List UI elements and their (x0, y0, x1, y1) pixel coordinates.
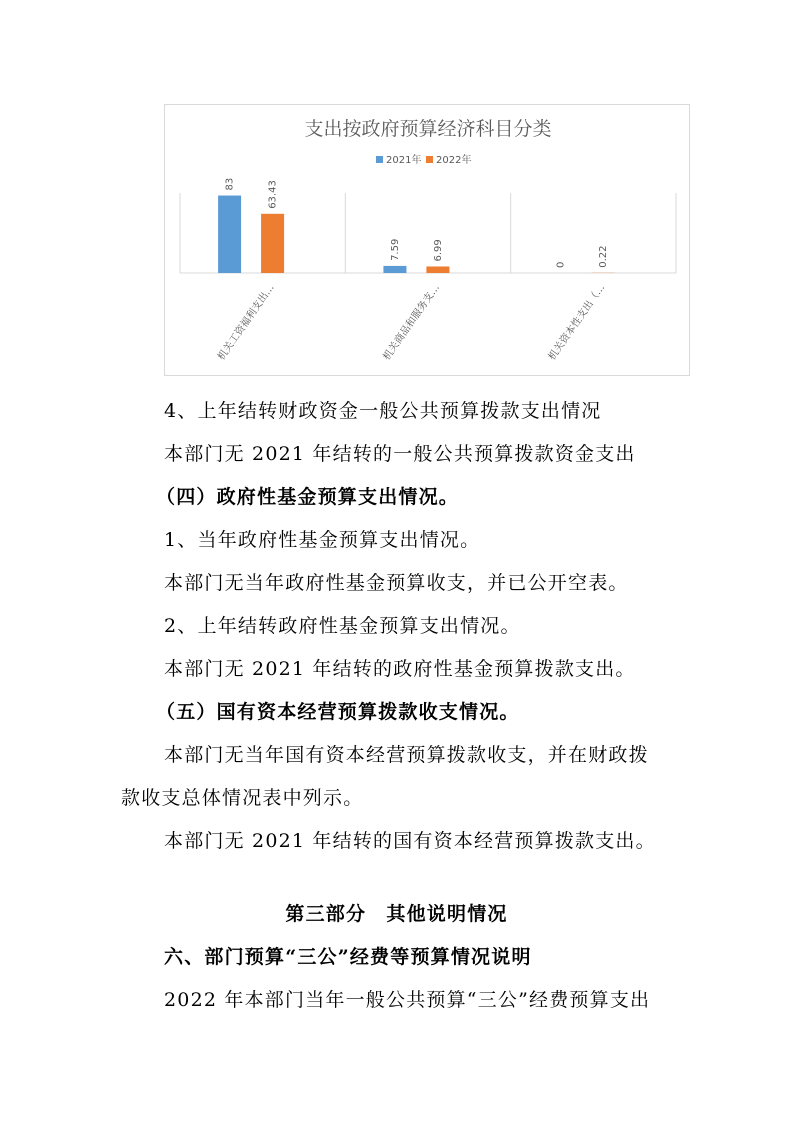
category-label: 机关商品和服务支… (381, 282, 443, 363)
chart-svg (165, 105, 691, 377)
legend-swatch-2022 (426, 156, 433, 163)
para-gov-fund-current-title: 1、当年政府性基金预算支出情况。 (164, 529, 481, 551)
legend-label-2021: 2021年 (386, 155, 422, 166)
para-gov-fund-current-body: 本部门无当年政府性基金预算收支，并已公开空表。 (164, 572, 629, 594)
bar-2021年 (218, 196, 241, 273)
data-label: 7.59 (389, 238, 401, 261)
part-three-title: 第三部分 其他说明情况 (285, 903, 508, 925)
data-label: 6.99 (432, 239, 444, 262)
para-state-capital-carryover: 本部门无 2021 年结转的国有资本经营预算拨款支出。 (164, 830, 656, 852)
category-label: 机关资本性支出（… (546, 282, 608, 363)
para-gov-fund-carryover-title: 2、上年结转政府性基金预算支出情况。 (164, 615, 521, 637)
data-label: 83 (224, 177, 236, 191)
chart-category-labels (214, 281, 607, 362)
heading-gov-fund: （四）政府性基金预算支出情况。 (156, 486, 460, 508)
para-three-public-body: 2022 年本部门当年一般公共预算“三公”经费预算支出 (164, 989, 651, 1011)
chart-title: 支出按政府预算经济科目分类 (304, 118, 552, 140)
data-label: 63.43 (267, 180, 279, 209)
data-label: 0 (555, 261, 567, 268)
budget-chart (164, 104, 690, 376)
para-state-capital-line2: 款收支总体情况表中列示。 (121, 787, 364, 809)
bar-2022年 (261, 214, 284, 273)
para-carryover-title: 4、上年结转财政资金一般公共预算拨款支出情况 (164, 400, 602, 422)
heading-state-capital: （五）国有资本经营预算拨款收支情况。 (156, 701, 520, 723)
bar-2022年 (426, 266, 449, 273)
bar-2021年 (383, 266, 406, 273)
para-carryover-body: 本部门无 2021 年结转的一般公共预算拨款资金支出 (164, 443, 636, 465)
para-state-capital-line1: 本部门无当年国有资本经营预算拨款收支，并在财政拨 (164, 744, 649, 766)
heading-three-public: 六、部门预算“三公”经费等预算情况说明 (164, 946, 532, 968)
data-label: 0.22 (598, 245, 610, 268)
category-label: 机关工资福利支出… (216, 282, 277, 363)
legend (376, 153, 471, 166)
legend-swatch-2021 (376, 156, 383, 163)
legend-label-2022: 2022年 (436, 155, 472, 166)
para-gov-fund-carryover-body: 本部门无 2021 年结转的政府性基金预算拨款支出。 (164, 658, 636, 680)
